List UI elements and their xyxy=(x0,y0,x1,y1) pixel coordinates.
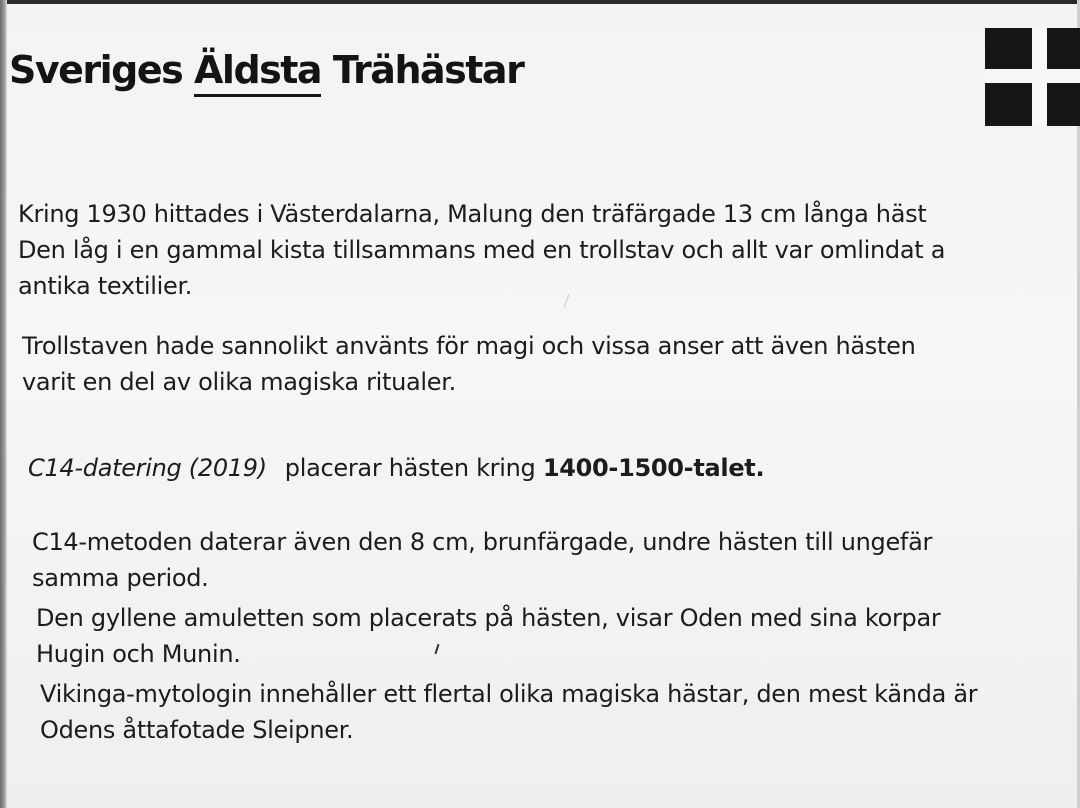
paragraph-mythology xyxy=(40,676,977,748)
dating-line xyxy=(28,454,764,482)
text-line: antika textilier. xyxy=(18,272,193,300)
text-line: samma period. xyxy=(32,564,209,592)
sign-left-edge xyxy=(0,0,7,808)
text-line: Kring 1930 hittades i Västerdalarna, Malung den träfärgade 13 cm långa häst xyxy=(18,200,927,228)
dating-label: C14-datering (2019) xyxy=(28,454,267,482)
paragraph-magic-staff xyxy=(22,328,916,400)
dating-text: placerar hästen kring xyxy=(284,454,536,482)
paragraph-second-horse xyxy=(32,524,932,596)
paragraph-amulet xyxy=(36,600,940,672)
title-word-3: Trähästar xyxy=(332,48,524,92)
paragraph-discovery xyxy=(18,196,945,304)
title-word-1: Sveriges xyxy=(9,48,183,92)
sign-top-edge xyxy=(0,0,1080,4)
swedish-flag-icon xyxy=(985,28,1080,126)
text-line: Trollstaven hade sannolikt använts för magi och vissa anser att även hästen xyxy=(22,332,916,360)
sign-title xyxy=(9,50,523,92)
text-line: C14-metoden daterar även den 8 cm, brunfärgade, undre hästen till ungefär xyxy=(32,528,933,556)
text-line: Hugin och Munin. xyxy=(36,640,241,668)
text-line: varit en del av olika magiska ritualer. xyxy=(22,368,456,396)
text-line: Vikinga-mytologin innehåller ett flertal olika magiska hästar, den mest kända är xyxy=(40,680,978,708)
dating-period: 1400-1500-talet. xyxy=(542,454,765,482)
text-line: Den låg i en gammal kista tillsammans med en trollstav och allt var omlindat a xyxy=(18,236,946,264)
text-line: Odens åttafotade Sleipner. xyxy=(40,716,354,744)
text-line: Den gyllene amuletten som placerats på hästen, visar Oden med sina korpar xyxy=(36,604,941,632)
flag-cross-horizontal xyxy=(985,69,1080,83)
title-word-2-underlined: Äldsta xyxy=(194,48,321,97)
